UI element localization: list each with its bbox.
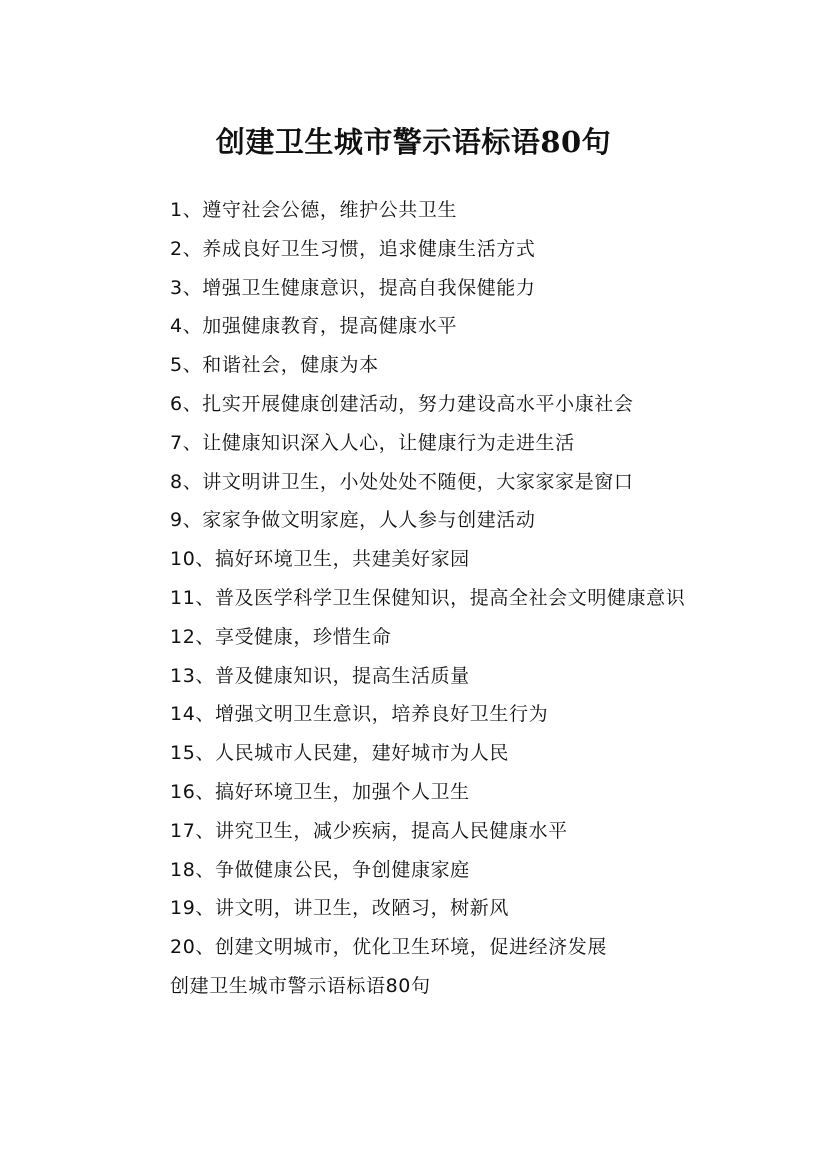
list-item: 17、讲究卫生，减少疾病，提高人民健康水平 (170, 819, 568, 842)
list-item: 11、普及医学科学卫生保健知识，提高全社会文明健康意识 (170, 586, 686, 609)
list-item: 1、遵守社会公德，维护公共卫生 (170, 199, 458, 221)
list-item: 3、增强卫生健康意识，提高自我保健能力 (170, 276, 536, 299)
list-item: 10、搞好环境卫生，共建美好家园 (170, 548, 470, 571)
list-item: 18、争做健康公民，争创健康家庭 (170, 858, 470, 881)
list-item: 13、普及健康知识，提高生活质量 (170, 664, 470, 687)
list-item: 15、人民城市人民建，建好城市为人民 (170, 742, 509, 765)
repeated-title: 创建卫生城市警示语标语80句 (170, 974, 431, 997)
list-item: 14、增强文明卫生意识，培养良好卫生行为 (170, 703, 549, 726)
list-item: 2、养成良好卫生习惯，追求健康生活方式 (170, 237, 536, 260)
document-title: 创建卫生城市警示语标语80句 (215, 125, 612, 160)
list-item: 4、加强健康教育，提高健康水平 (170, 315, 458, 338)
list-item: 16、搞好环境卫生，加强个人卫生 (170, 780, 470, 803)
list-item: 9、家家争做文明家庭，人人参与创建活动 (170, 509, 536, 532)
list-item: 7、让健康知识深入人心，让健康行为走进生活 (170, 431, 575, 454)
list-item: 19、讲文明，讲卫生，改陋习，树新风 (170, 897, 509, 920)
list-item: 6、扎实开展健康创建活动，努力建设高水平小康社会 (170, 392, 634, 415)
list-item: 20、创建文明城市，优化卫生环境，促进经济发展 (170, 936, 607, 959)
list-item: 8、讲文明讲卫生，小处处处不随便，大家家家是窗口 (170, 470, 634, 493)
list-item: 5、和谐社会，健康为本 (170, 354, 379, 377)
slogan-list (126, 191, 716, 1006)
list-item: 12、享受健康，珍惜生命 (170, 625, 392, 648)
